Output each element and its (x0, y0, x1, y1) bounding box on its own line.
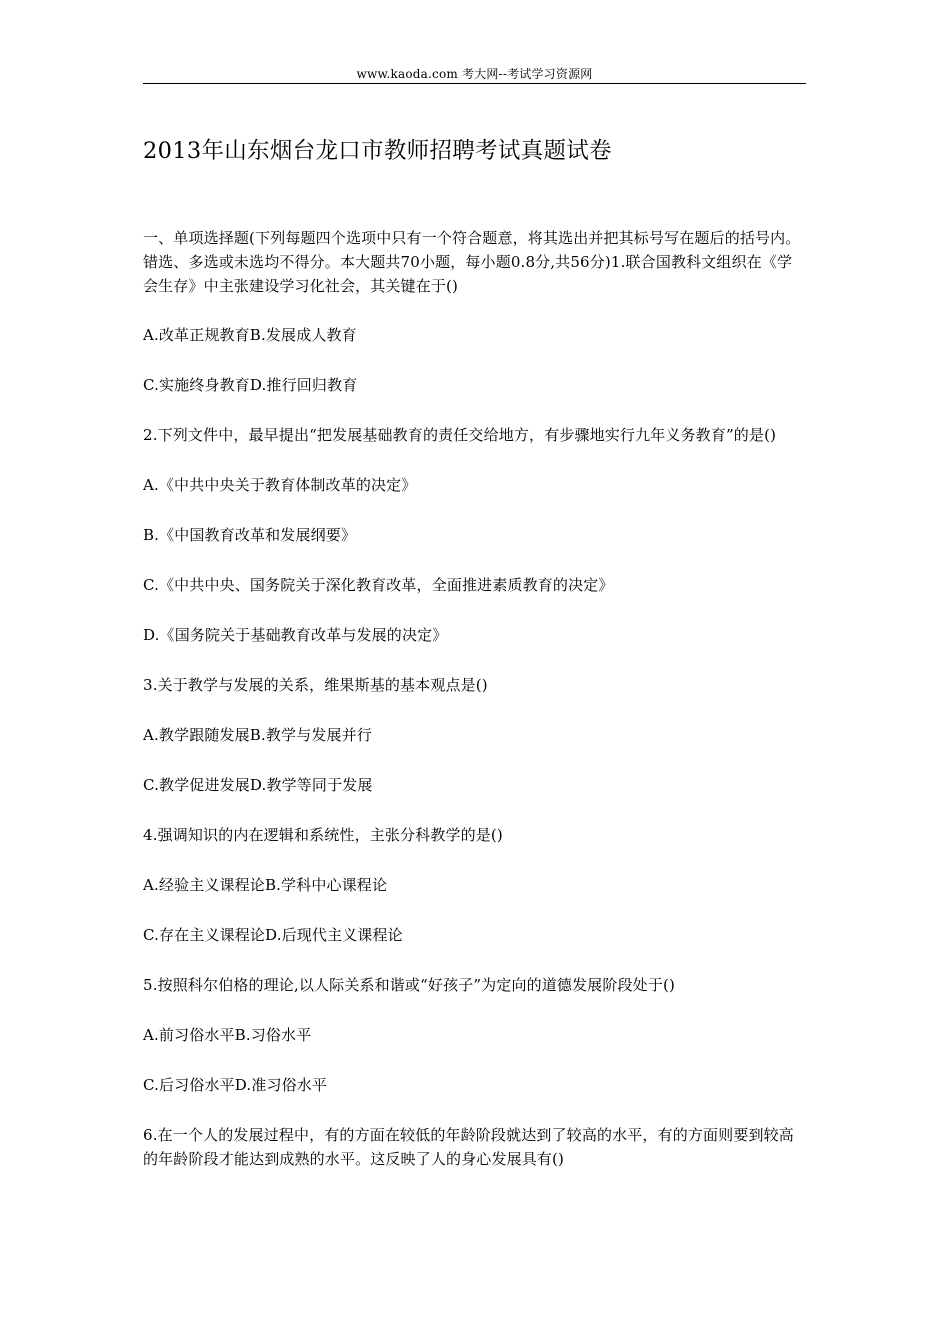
question-5-options-ab: A.前习俗水平B.习俗水平 (143, 1026, 312, 1044)
question-5-options-cd: C.后习俗水平D.准习俗水平 (143, 1076, 328, 1094)
question-1-options-cd: C.实施终身教育D.推行回归教育 (143, 376, 358, 394)
question-2-text: 2.下列文件中，最早提出“把发展基础教育的责任交给地方，有步骤地实行九年义务教育”的是() (143, 426, 777, 444)
question-5-text: 5.按照科尔伯格的理论,以人际关系和谐或“好孩子”为定向的道德发展阶段处于() (143, 976, 675, 994)
question-1-options-ab: A.改革正规教育B.发展成人教育 (143, 326, 357, 344)
page-header: www.kaoda.com 考大网--考试学习资源网 (356, 67, 593, 81)
question-4-text: 4.强调知识的内在逻辑和系统性，主张分科教学的是() (143, 826, 503, 844)
section-intro-paragraph: 一、单项选择题(下列每题四个选项中只有一个符合题意，将其选出并把其标号写在题后的括号内。错选、多选或未选均不得分。本大题共70小题，每小题0.8分,共56分)1.联合国教科文组织在《学会生存》中主张建设学习化社会，其关键在于() (143, 229, 801, 295)
question-2-option-d: D.《国务院关于基础教育改革与发展的决定》 (143, 626, 448, 644)
question-3-options-ab: A.教学跟随发展B.教学与发展并行 (143, 726, 372, 744)
document-body (143, 226, 807, 1171)
question-2-option-b: B.《中国教育改革和发展纲要》 (143, 526, 357, 544)
question-3-options-cd: C.教学促进发展D.教学等同于发展 (143, 776, 373, 794)
question-2-option-c: C.《中共中央、国务院关于深化教育改革，全面推进素质教育的决定》 (143, 576, 614, 594)
question-2-option-a: A.《中共中央关于教育体制改革的决定》 (143, 476, 417, 494)
question-6-text: 6.在一个人的发展过程中，有的方面在较低的年龄阶段就达到了较高的水平，有的方面则要到较高的年龄阶段才能达到成熟的水平。这反映了人的身心发展具有() (143, 1126, 794, 1168)
header-divider (143, 83, 806, 84)
question-4-options-cd: C.存在主义课程论D.后现代主义课程论 (143, 926, 403, 944)
question-3-text: 3.关于教学与发展的关系，维果斯基的基本观点是() (143, 676, 488, 694)
document-title: 2013年山东烟台龙口市教师招聘考试真题试卷 (143, 138, 612, 164)
question-4-options-ab: A.经验主义课程论B.学科中心课程论 (143, 876, 388, 894)
